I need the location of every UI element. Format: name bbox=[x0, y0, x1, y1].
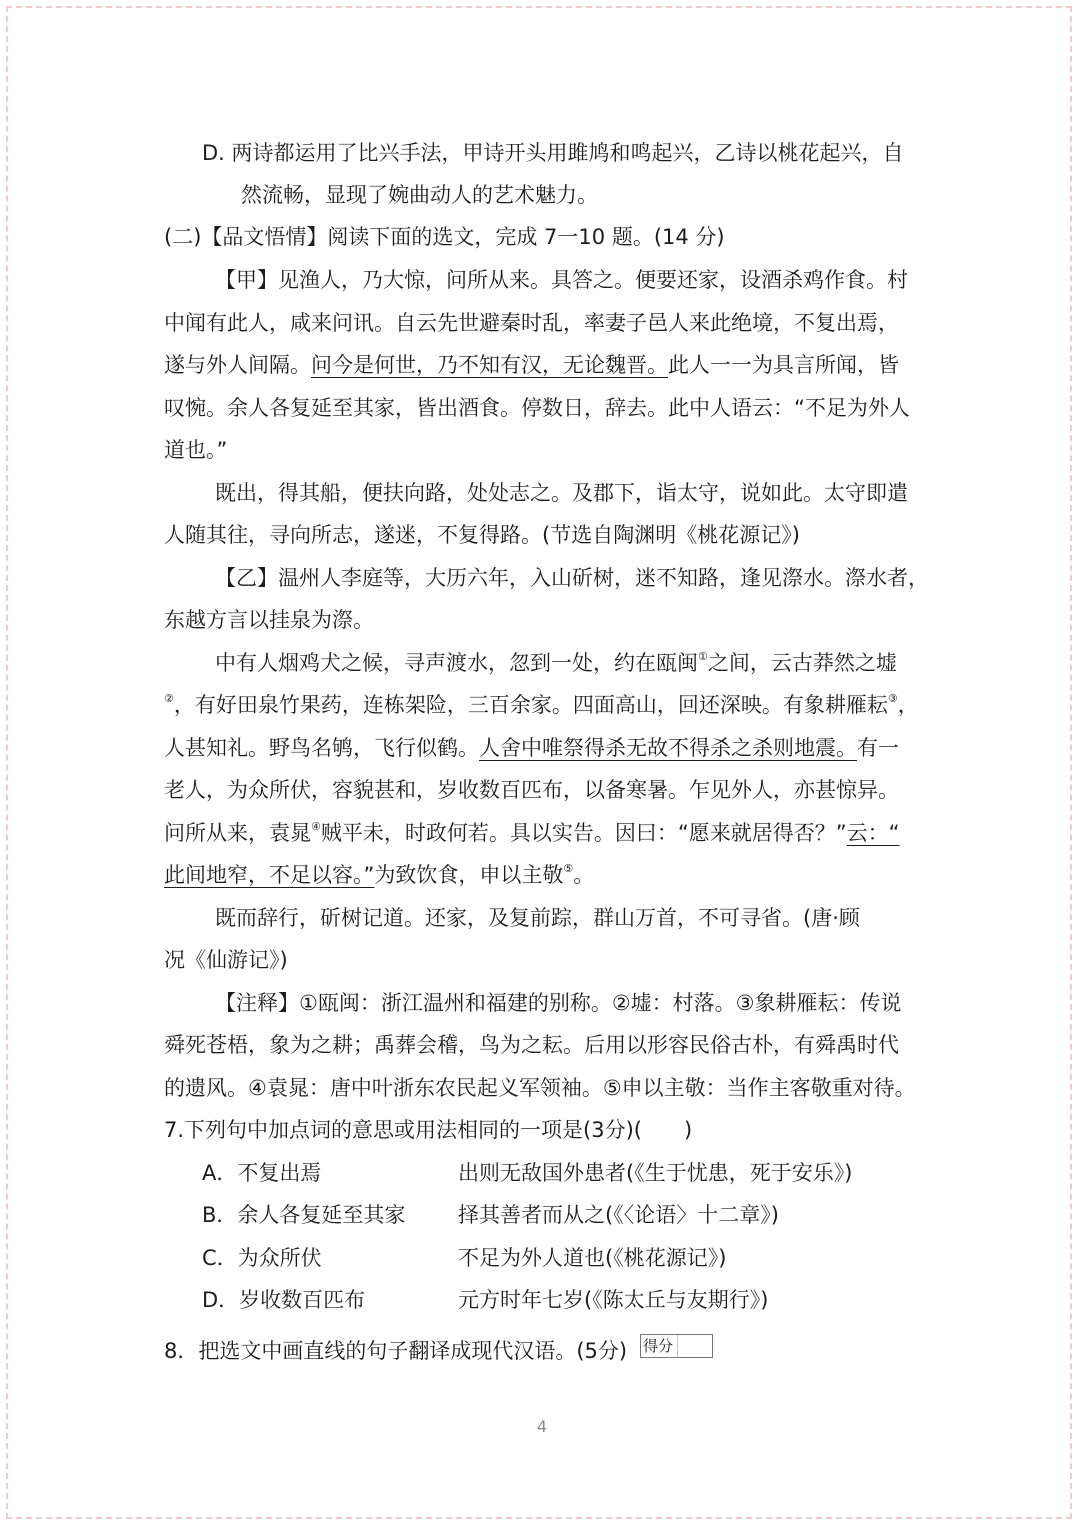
yi-line bbox=[164, 818, 900, 848]
yi-text: ， bbox=[897, 693, 919, 717]
jia-line: 既出，得其船，便扶向路，处处志之。及郡下，诣太守，说如此。太守即遣 bbox=[215, 481, 908, 505]
yi-text: 人甚知礼。野鸟名鸲，飞行似鹤。 bbox=[164, 736, 479, 760]
q7-option-right: 出则无敌国外患者(《生于忧患，死于安乐》) bbox=[458, 1161, 853, 1185]
notes-line: 的遗风。④袁晁：唐中叶浙东农民起义军领袖。⑤申以主敬：当作主客敬重对待。 bbox=[164, 1076, 916, 1100]
yi-line bbox=[164, 860, 594, 890]
underlined-sentence-3a: 云：“ bbox=[846, 821, 900, 845]
yi-line: 【乙】温州人李庭等，大历六年，入山斫树，迷不知路，逢见漈水。漈水者， bbox=[215, 566, 929, 590]
note-marker-4: ④ bbox=[311, 820, 321, 833]
yi-line: 东越方言以挂泉为漈。 bbox=[164, 608, 374, 632]
yi-line: 既而辞行，斫树记道。还家，及复前踪，群山万首，不可寻省。(唐·顾 bbox=[215, 906, 860, 930]
q7-option-left: B．余人各复延至其家 bbox=[202, 1203, 406, 1227]
yi-line bbox=[164, 733, 899, 763]
jia-line: 中闻有此人，咸来问讯。自云先世避秦时乱，率妻子邑人来此绝境，不复出焉， bbox=[164, 311, 899, 335]
jia-line: 道也。” bbox=[164, 438, 228, 462]
yi-text: 。 bbox=[573, 863, 595, 887]
yi-line: 况《仙游记》) bbox=[164, 948, 288, 972]
yi-line bbox=[164, 690, 919, 720]
underlined-sentence-3b: 此间地窄，不足以容。” bbox=[164, 863, 375, 887]
notes-line: 【注释】①瓯闽：浙江温州和福建的别称。②墟：村落。③象耕雁耘：传说 bbox=[215, 991, 902, 1015]
jia-text: 此人一一为具言所闻，皆 bbox=[668, 353, 899, 377]
yi-line: 老人，为众所伏，容貌甚和，岁收数百匹布，以备寒暑。乍见外人，亦甚惊异。 bbox=[164, 778, 899, 802]
yi-text: 中有人烟鸡犬之候，寻声渡水，忽到一处，约在瓯闽 bbox=[215, 651, 698, 675]
jia-text: 遂与外人间隔。 bbox=[164, 353, 311, 377]
yi-text: ，有好田泉竹果药，连栋架险，三百余家。四面高山，回还深映。有象耕雁耘 bbox=[173, 693, 888, 717]
q7-option-right: 元方时年七岁(《陈太丘与友期行》) bbox=[458, 1288, 769, 1312]
jia-line: 【甲】见渔人，乃大惊，问所从来。具答之。便要还家，设酒杀鸡作食。村 bbox=[215, 268, 908, 292]
jia-line bbox=[164, 350, 899, 380]
yi-text: 贼平未，时政何若。具以实告。因曰：“愿来就居得否？” bbox=[320, 821, 847, 845]
yi-line bbox=[215, 648, 897, 678]
note-marker-2: ② bbox=[164, 692, 174, 705]
q7-option-left: A．不复出焉 bbox=[202, 1161, 322, 1185]
score-label: 得分 bbox=[643, 1337, 674, 1355]
question-8-stem: 8．把选文中画直线的句子翻译成现代汉语。(5分) bbox=[164, 1339, 628, 1363]
question-7-stem: 7.下列句中加点词的意思或用法相同的一项是(3分)( ) bbox=[164, 1118, 693, 1142]
note-marker-5: ⑤ bbox=[563, 862, 574, 875]
q7-option-right: 择其善者而从之(《〈论语〉十二章》) bbox=[458, 1203, 779, 1227]
yi-text: 为致饮食，申以主敬 bbox=[374, 863, 564, 887]
option-d-line1: D. 两诗都运用了比兴手法，甲诗开头用雎鸠和鸣起兴，乙诗以桃花起兴，自 bbox=[202, 141, 904, 165]
jia-line: 人随其往，寻向所志，遂迷，不复得路。(节选自陶渊明《桃花源记》) bbox=[164, 523, 800, 547]
option-d-line2: 然流畅，显现了婉曲动人的艺术魅力。 bbox=[241, 183, 598, 207]
score-box[interactable] bbox=[640, 1334, 713, 1358]
q7-option-left: D．岁收数百匹布 bbox=[202, 1288, 366, 1312]
yi-text: 之间，云古莽然之墟 bbox=[707, 651, 897, 675]
yi-text: 问所从来，袁晁 bbox=[164, 821, 311, 845]
score-divider bbox=[677, 1335, 678, 1357]
notes-line: 舜死苍梧，象为之耕；禹葬会稽，鸟为之耘。后用以形容民俗古朴，有舜禹时代 bbox=[164, 1033, 899, 1057]
q7-option-left: C．为众所伏 bbox=[202, 1246, 322, 1270]
page-number: 4 bbox=[536, 1417, 548, 1436]
note-marker-1: ① bbox=[698, 650, 708, 663]
note-marker-3: ③ bbox=[887, 692, 898, 705]
q7-option-right: 不足为外人道也(《桃花源记》) bbox=[458, 1246, 727, 1270]
underlined-sentence-2: 人舍中唯祭得杀无故不得杀之杀则地震。 bbox=[479, 736, 857, 760]
section-header: (二)【品文悟情】阅读下面的选文，完成 7一10 题。(14 分) bbox=[164, 225, 725, 249]
jia-line: 叹惋。余人各复延至其家，皆出酒食。停数日，辞去。此中人语云：“不足为外人 bbox=[164, 396, 910, 420]
underlined-sentence-1: 问今是何世，乃不知有汉，无论魏晋。 bbox=[311, 353, 668, 377]
yi-text: 有一 bbox=[857, 736, 899, 760]
